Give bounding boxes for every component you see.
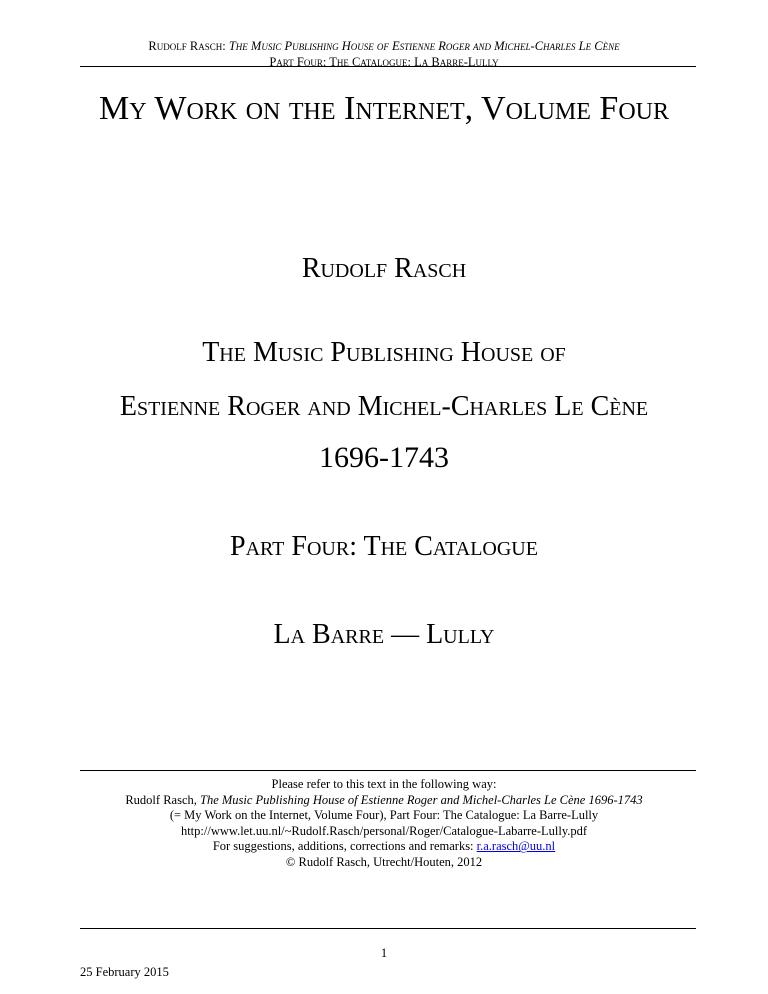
running-head-title: The Music Publishing House of Estienne Roger and Michel-Charles Le Cène: [228, 39, 620, 53]
page-number: 1: [380, 946, 388, 960]
alphabetical-range: La Barre — Lully: [273, 619, 495, 650]
book-title-line1: The Music Publishing House of: [202, 337, 566, 368]
citation-contact: [0, 839, 768, 855]
running-head-part: Part Four: The Catalogue: La Barre-Lully: [269, 55, 499, 69]
part-title: Part Four: The Catalogue: [230, 531, 538, 562]
email-link[interactable]: r.a.rasch@uu.nl: [476, 839, 556, 854]
copyright-notice: © Rudolf Rasch, Utrecht/Houten, 2012: [285, 854, 483, 869]
volume-title: My Work on the Internet, Volume Four: [98, 90, 669, 127]
header-rule: [80, 66, 696, 67]
running-head-author: Rudolf Rasch: [148, 39, 223, 53]
citation-reference: [0, 793, 768, 809]
running-head-separator: :: [222, 39, 229, 53]
footer-rule: [80, 928, 696, 929]
citation-rule: [80, 770, 696, 771]
book-years: 1696-1743: [319, 441, 449, 474]
contact-prefix: For suggestions, additions, corrections and remarks:: [212, 839, 477, 854]
citation-title: The Music Publishing House of Estienne Roger and Michel-Charles Le Cène 1696-1743: [200, 792, 643, 807]
author-name: Rudolf Rasch: [301, 253, 467, 284]
citation-author: Rudolf Rasch,: [125, 792, 200, 807]
citation-intro: Please refer to this text in the following way:: [271, 777, 497, 791]
book-title-line2: Estienne Roger and Michel-Charles Le Cène: [119, 391, 649, 422]
citation-block: [0, 777, 768, 871]
citation-url: http://www.let.uu.nl/~Rudolf.Rasch/personal/Roger/Catalogue-Labarre-Lully.pdf: [180, 823, 588, 838]
citation-series: (= My Work on the Internet, Volume Four), Part Four: The Catalogue: La Barre-Lully: [169, 808, 599, 823]
footer-date: 25 February 2015: [80, 965, 169, 979]
